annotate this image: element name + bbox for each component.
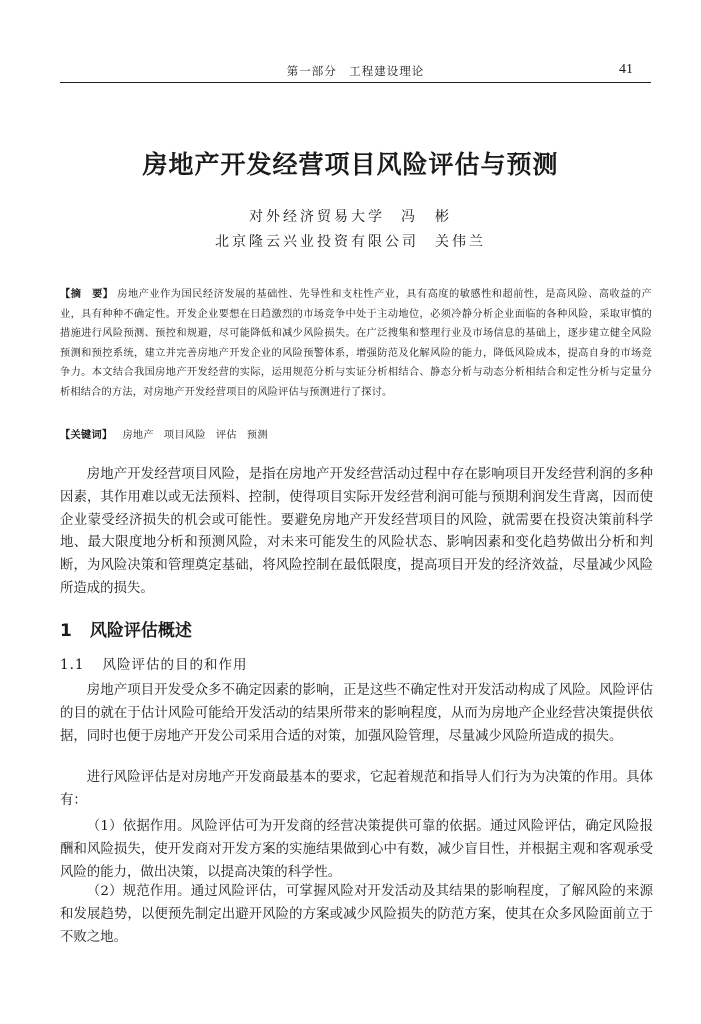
abstract-label: 【摘 要】 (60, 288, 114, 300)
body-paragraph: 进行风险评估是对房地产开发商最基本的要求，它起着规范和指导人们行为为决策的作用。具体有： (60, 770, 653, 808)
keyword: 项目风险 (163, 430, 206, 441)
body-paragraph: 房地产项目开发受众多不确定因素的影响，正是这些不确定性对开发活动构成了风险。风险评估的目的就在于估计风险可能给开发活动的结果所带来的影响程度，从而为房地产企业经营决策提供依据，同时也便于房地产开发公司采用合适的对策，加强风险管理，尽量减少风险所造成的损失。 (60, 683, 653, 744)
abstract (60, 285, 652, 403)
abstract-text: 房地产业作为国民经济发展的基础性、先导性和支柱性产业，具有高度的敏感性和超前性，是高风险、高收益的产业，具有种种不确定性。开发企业要想在日趋激烈的市场竞争中处于主动地位，必须冷静分析企业面临的各种风险，采取审慎的措施进行风险预测、预控和规避，尽可能降低和减少风险损失。在广泛搜集和整理行业及市场信息的基础上，逐步建立健全风险预测和预控系统，建立并完善房地产开发企业的风险预警体系，增强防范及化解风险的能力，降低风险成本，提高自身的市场竞争力。本文结合我国房地产开发经营的实际，运用规范分析与实证分析相结合、静态分析与动态分析相结合和定性分析与定量分析相结合的方法，对房地产开发经营项目的风险评估与预测进行了探讨。 (60, 289, 653, 398)
section-heading (60, 619, 192, 643)
running-header (60, 64, 651, 83)
body-paragraph: （2）规范作用。通过风险评估，可掌握风险对开发活动及其结果的影响程度，了解风险的来源和发展趋势，以便预先制定出避开风险的方案或减少风险损失的防范方案，使其在众多风险面前立于不败之地。 (60, 884, 653, 945)
keyword: 评估 (215, 430, 237, 441)
keyword: 房地产 (122, 430, 154, 441)
keywords (60, 426, 652, 445)
author-affiliation: 对外经济贸易大学 (249, 209, 385, 225)
section-number: 1 (60, 621, 72, 641)
keyword: 预测 (246, 430, 268, 441)
author-line (0, 207, 701, 227)
subsection-heading (60, 655, 247, 675)
subsection-title: 风险评估的目的和作用 (102, 657, 248, 673)
page-number: 41 (619, 62, 633, 77)
keywords-label: 【关键词】 (60, 429, 113, 441)
author-affiliation: 北京隆云兴业投资有限公司 (215, 234, 419, 250)
author-name: 关伟兰 (435, 234, 486, 250)
author-name: 冯 彬 (401, 209, 452, 225)
body-paragraph: （1）依据作用。风险评估可为开发商的经营决策提供可靠的依据。通过风险评估，确定风险报酬和风险损失，使开发商对开发方案的实施结果做到心中有数，减少盲目性，并根据主观和客观承受风险的能力，做出决策，以提高决策的科学性。 (60, 819, 653, 880)
intro-paragraph: 房地产开发经营项目风险，是指在房地产开发经营活动过程中存在影响项目开发经营利润的多种因素，其作用难以或无法预料、控制，使得项目实际开发经营利润可能与预期利润发生背离，因而使企业蒙受经济损失的机会或可能性。要避免房地产开发经营项目的风险，就需要在投资决策前科学地、最大限度地分析和预测风险，对未来可能发生的风险状态、影响因素和变化趋势做出分析和判断，为风险决策和管理奠定基础，将风险控制在最低限度，提高项目开发的经济效益，尽量减少风险所造成的损失。 (60, 467, 653, 596)
section-title: 风险评估概述 (89, 621, 192, 641)
subsection-number: 1.1 (60, 657, 85, 673)
header-section: 第一部分 工程建设理论 (286, 64, 425, 78)
author-line (0, 232, 701, 252)
article-title: 房地产开发经营项目风险评估与预测 (142, 150, 559, 179)
